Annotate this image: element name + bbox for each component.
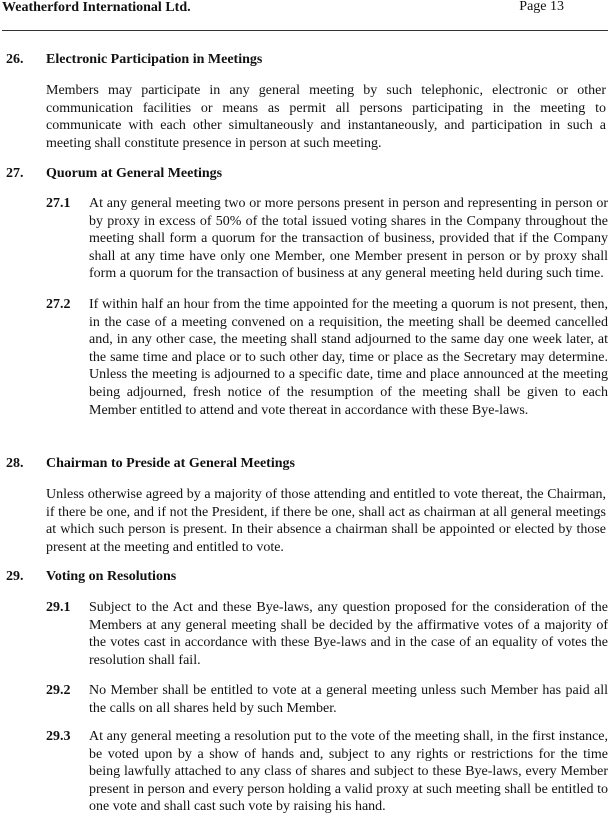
section-number: 29. — [6, 569, 24, 584]
subsection-text: Subject to the Act and these Bye-laws, any question proposed for the consideration of the Members at any general meeting shall be decided by the affirmative votes of a majority of the votes cast in accordance with these Bye-laws and in the case of an equality of votes the resolution shall fail. — [89, 600, 608, 668]
page-header — [0, 0, 608, 22]
subsection-text: At any general meeting a resolution put to the vote of the meeting shall, in the first instance, be voted upon by a show of hands and, subject to any rights or restrictions for the time being lawfully attached to any class of shares and subject to these Bye-laws, every Member present in person and every person holding a valid proxy at such meeting shall be entitled to one vote and shall cast such vote by raising his hand. — [89, 729, 608, 815]
subsection-text: At any general meeting two or more persons present in person and representing in person or by proxy in excess of 50% of the total issued voting shares in the Company throughout the meeting shall form a quorum for the transaction of business, provided that if the Company shall at any time have only one Member, one Member present in person or by proxy shall form a quorum for the transaction of business at any general meeting held during such time. — [89, 196, 608, 282]
subsection-number: 29.1 — [46, 600, 71, 615]
section-number: 28. — [6, 456, 24, 471]
section-heading-28 — [6, 455, 295, 472]
subsection-number: 27.2 — [46, 297, 71, 312]
section-title: Quorum at General Meetings — [46, 166, 223, 181]
section-heading-29 — [6, 568, 176, 585]
subsection-number: 29.3 — [46, 729, 71, 744]
section-title: Voting on Resolutions — [46, 569, 177, 584]
section-body-26: Members may participate in any general meeting by such telephonic, electronic or other communication facilities or means as permit all persons participating in the meeting to communicate with each other simultaneously and instantaneously, and participation in such a meeting shall constitute presence in person at such meeting. — [46, 83, 606, 151]
subsection-text: No Member shall be entitled to vote at a general meeting unless such Member has paid all the calls on all shares held by such Member. — [89, 683, 608, 716]
subsection-number: 29.2 — [46, 683, 71, 698]
subsection-text: If within half an hour from the time appointed for the meeting a quorum is not present, then, in the case of a meeting convened on a requisition, the meeting shall be deemed cancelled and, in any other case, the meeting shall stand adjourned to the same day one week later, at the same time and place or to such other day, time or place as the Secretary may determine. Unless the meeting is adjourned to a specific date, time and place announced at the meeting being adjourned, fresh notice of the resumption of the meeting shall be given to each Member entitled to attend and vote thereat in accordance with these Bye-laws. — [89, 297, 608, 418]
section-title: Chairman to Preside at General Meetings — [46, 456, 295, 471]
section-heading-26 — [6, 51, 262, 68]
section-number: 26. — [6, 52, 24, 67]
header-divider — [2, 30, 608, 31]
subsection-number: 27.1 — [46, 196, 71, 211]
company-name: Weatherford International Ltd. — [2, 0, 191, 15]
section-body-28: Unless otherwise agreed by a majority of those attending and entitled to vote thereat, the Chairman, if there be one, and if not the President, if there be one, shall act as chairman at all general meetings at which such person is present. In their absence a chairman shall be appointed or elected by those present at the meeting and entitled to vote. — [46, 487, 606, 555]
section-number: 27. — [6, 166, 24, 181]
page-number: Page 13 — [519, 0, 564, 14]
section-title: Electronic Participation in Meetings — [46, 52, 263, 67]
section-heading-27 — [6, 165, 222, 182]
